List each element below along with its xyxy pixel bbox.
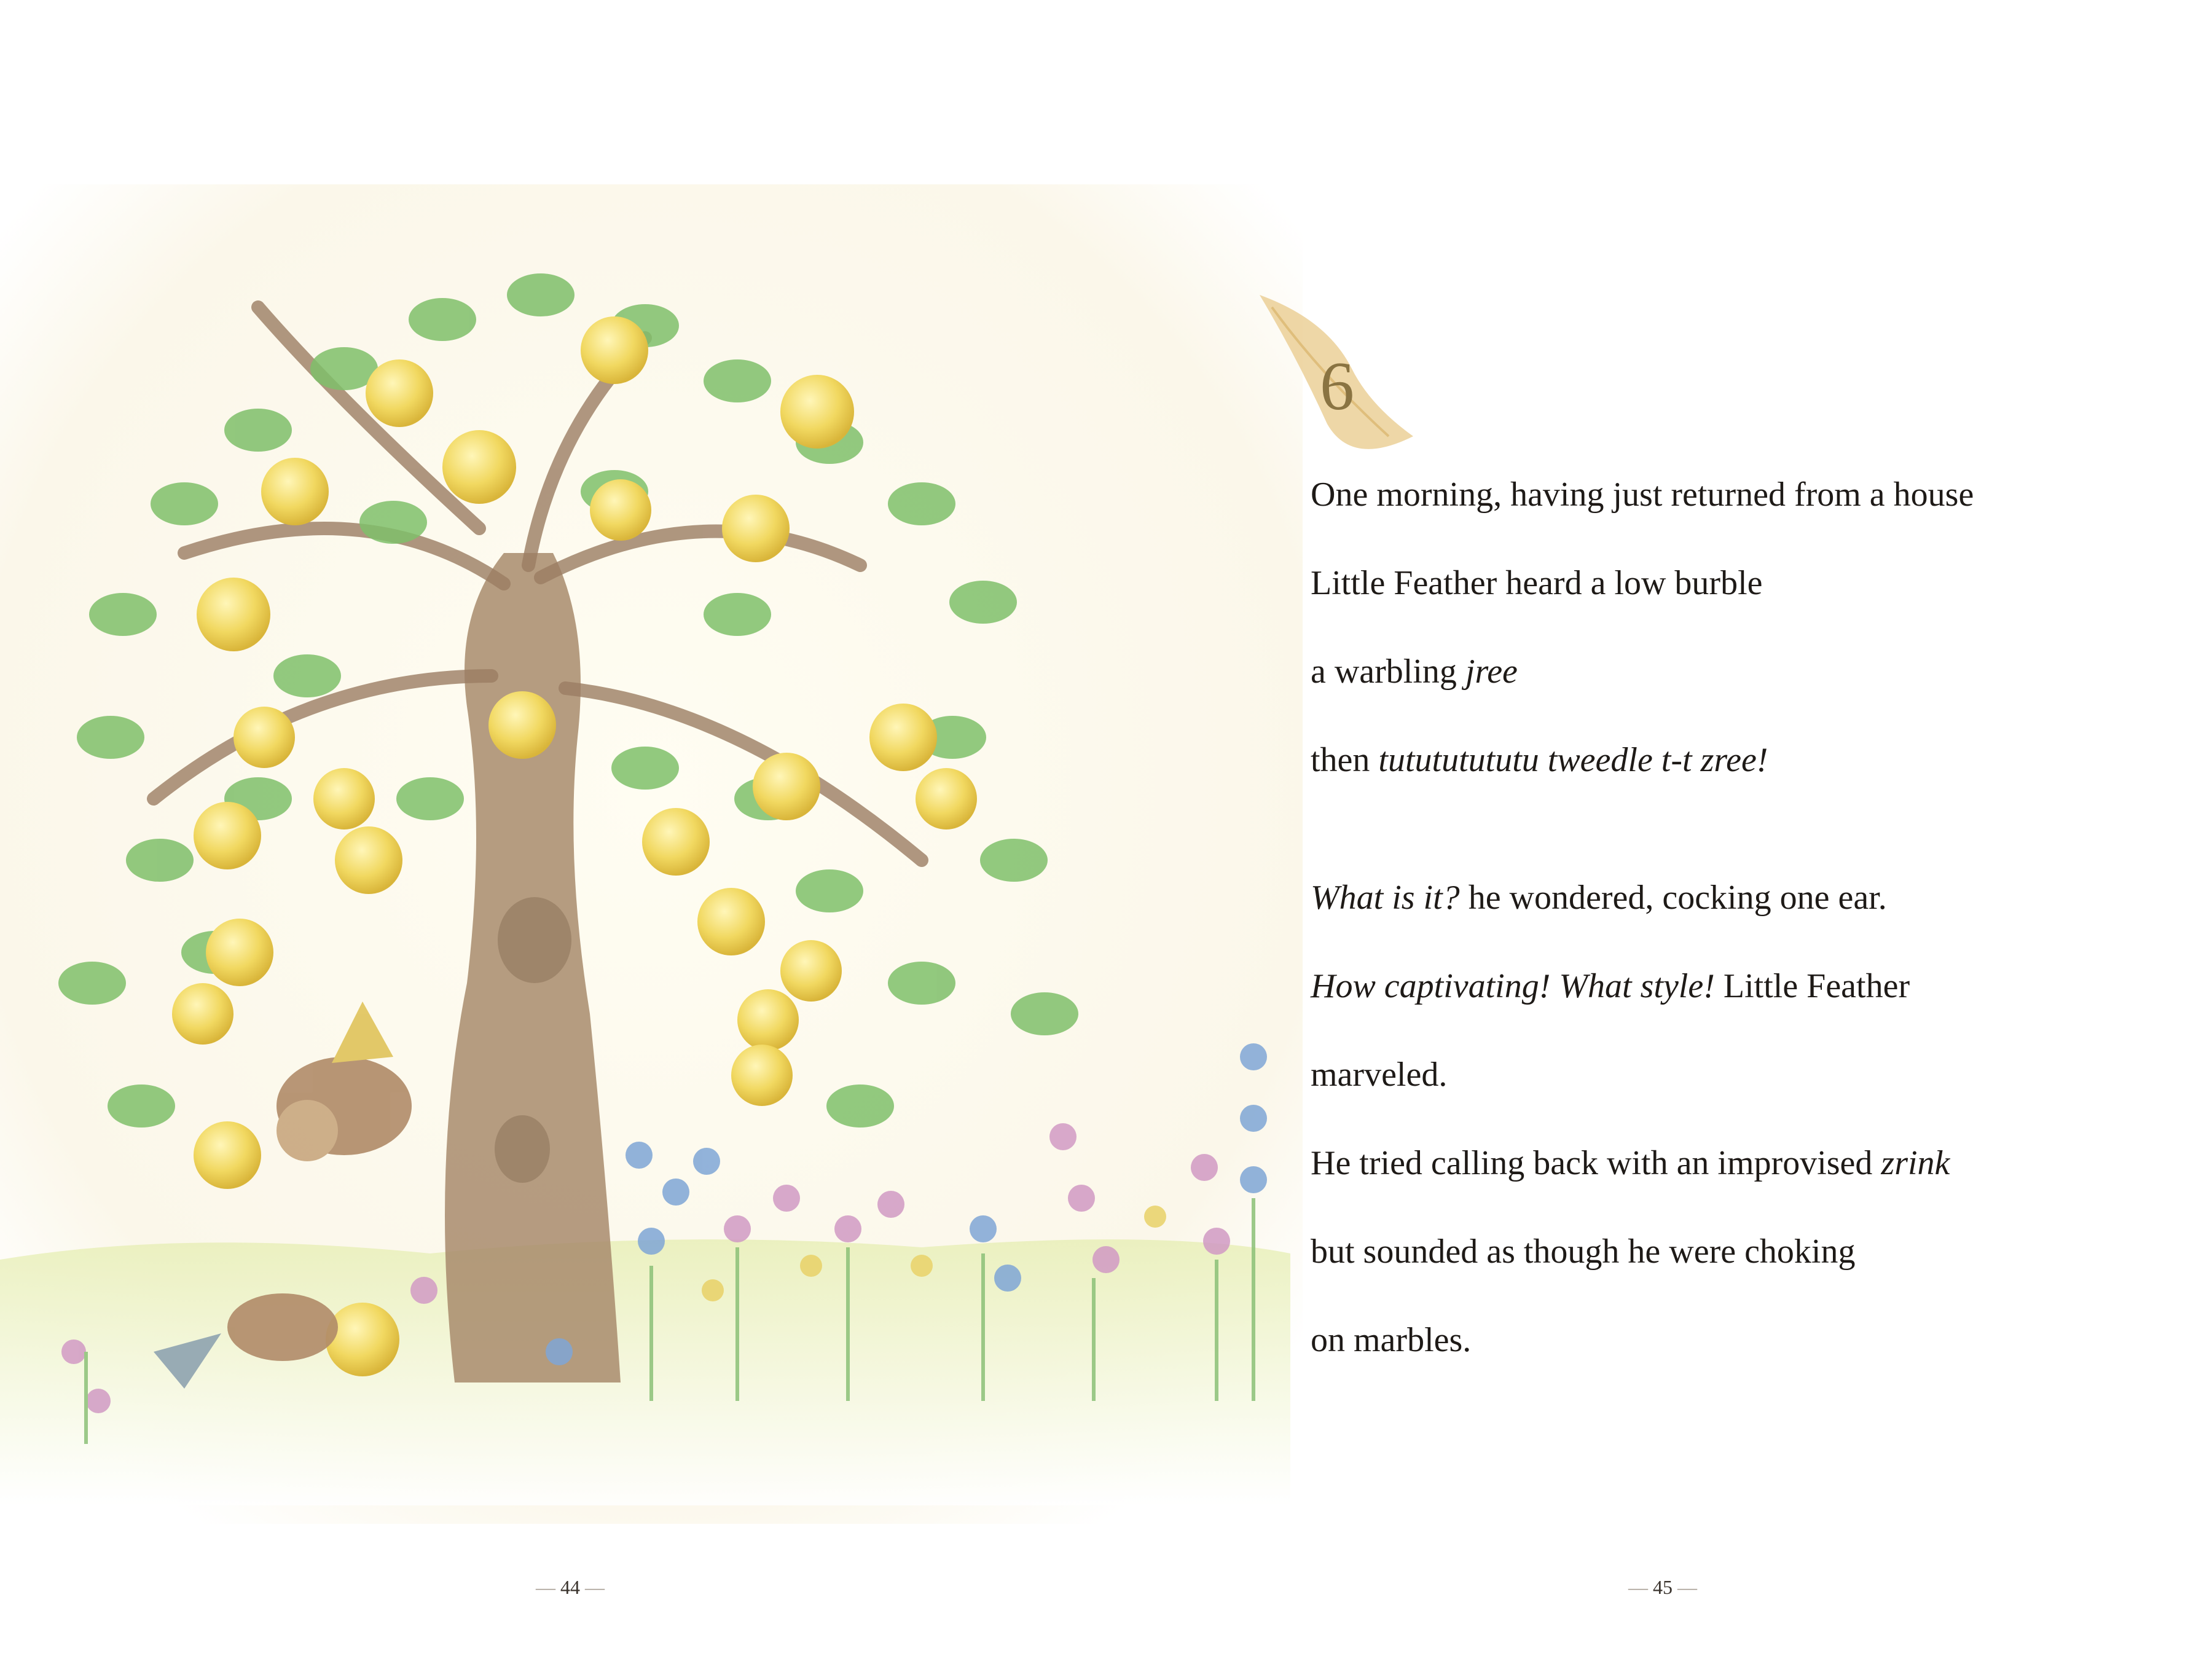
dash: — (1677, 1576, 1697, 1598)
poem-line (1311, 653, 2189, 690)
poem-line (1311, 1322, 2189, 1359)
poem-line (1311, 879, 2189, 916)
text-span: Little Feather heard a low burble (1311, 564, 1763, 602)
page-number-value: 44 (560, 1576, 580, 1598)
poem-line (1311, 565, 2189, 602)
page-number-left (536, 1576, 605, 1599)
text-span: he wondered, cocking one ear. (1459, 879, 1887, 917)
text-span: then (1311, 741, 1379, 779)
page-number-right (1628, 1576, 1697, 1599)
dash: — (1628, 1576, 1648, 1598)
italic-text-span: zrink (1881, 1144, 1950, 1182)
chapter-number: 6 (1320, 348, 1354, 425)
chapter-mark (1247, 283, 1426, 479)
dash: — (585, 1576, 605, 1598)
text-span: a warbling (1311, 653, 1465, 691)
poem-line (1311, 1056, 2189, 1093)
page-number-value: 45 (1653, 1576, 1673, 1598)
text-span: but sounded as though he were choking (1311, 1233, 1856, 1271)
text-span: marveled. (1311, 1056, 1448, 1094)
italic-text-span: What is it? (1311, 879, 1460, 917)
tree-illustration (0, 184, 1303, 1524)
italic-text-span: tutututututu tweedle t-t zree! (1378, 741, 1768, 779)
apple-tree-with-birds-and-flowers-icon (0, 184, 1303, 1524)
poem-line (1311, 1145, 2189, 1182)
text-span: Little Feather (1714, 967, 1910, 1005)
text-span: He tried calling back with an improvised (1311, 1144, 1881, 1182)
poem-line (1311, 968, 2189, 1005)
dash: — (536, 1576, 555, 1598)
text-span: on marbles. (1311, 1321, 1472, 1359)
poem-line (1311, 1233, 2189, 1270)
poem-line (1311, 476, 2189, 513)
italic-text-span: jree (1465, 653, 1518, 691)
poem-text (1311, 476, 2189, 1410)
italic-text-span: How captivating! What style! (1311, 967, 1715, 1005)
text-span: One morning, having just returned from a house (1311, 476, 1974, 514)
poem-line (1311, 742, 2189, 779)
